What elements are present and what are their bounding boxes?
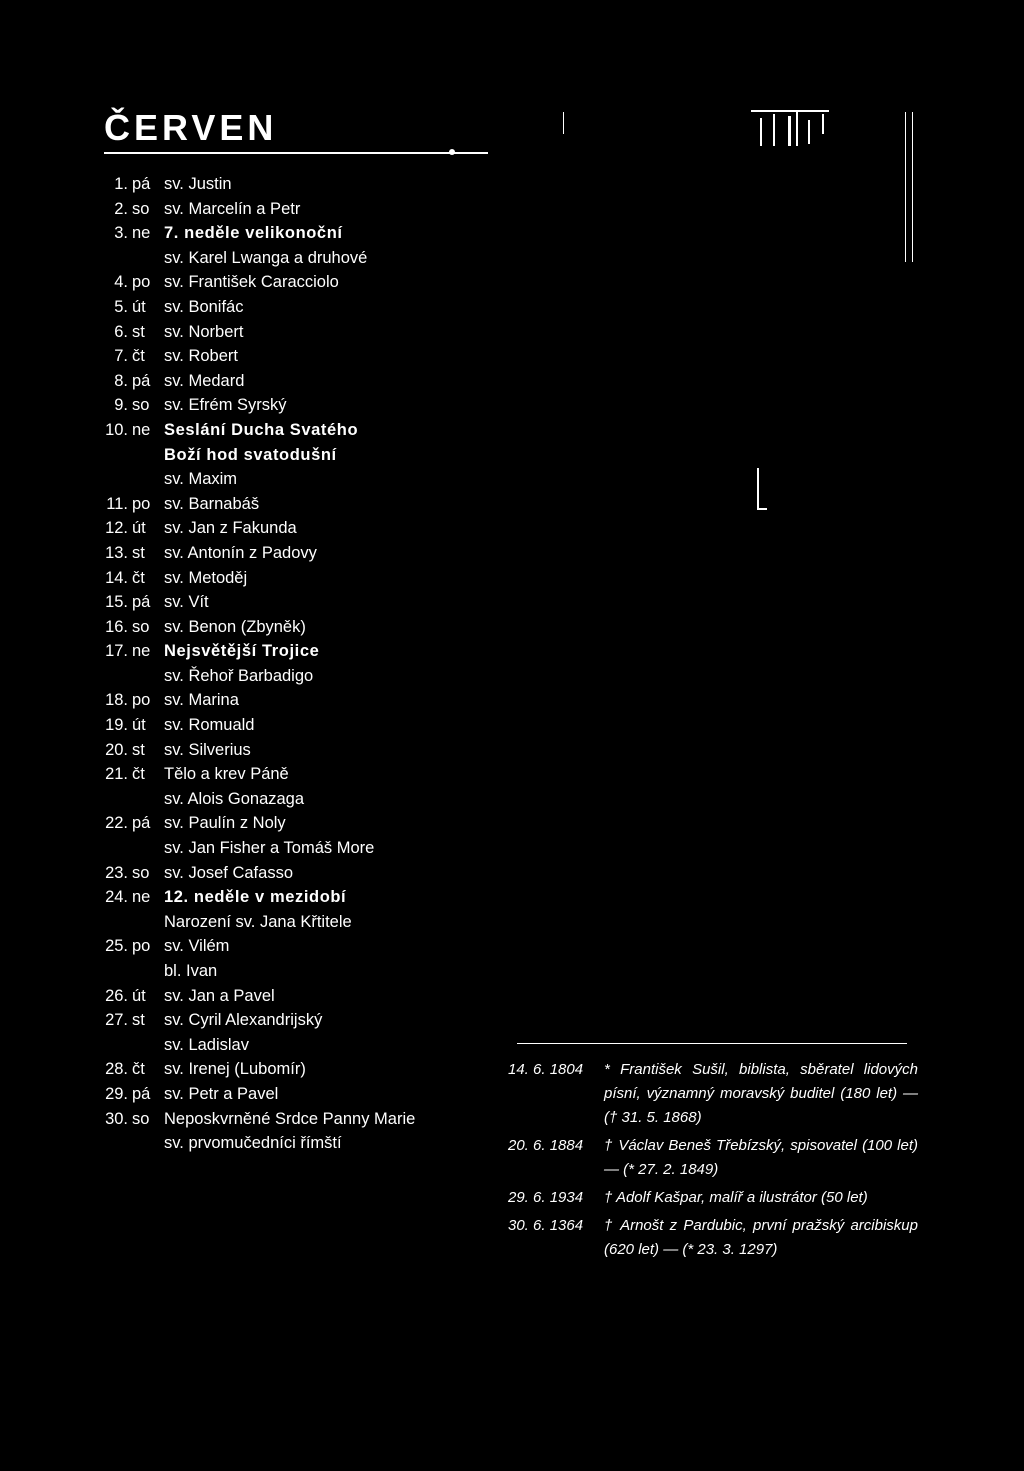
anniversaries-divider: [517, 1043, 907, 1044]
feast-name: sv. Robert: [164, 347, 238, 366]
feast-name: sv. Justin: [164, 175, 232, 193]
feast-name: sv. Řehoř Barbadigo: [164, 666, 314, 685]
calendar-row: [104, 836, 484, 861]
day-of-week: čt: [132, 347, 145, 366]
feast-name: sv. Vít: [164, 593, 209, 612]
calendar-row: [104, 811, 484, 836]
feast-name: sv. Barnabáš: [164, 494, 260, 513]
day-number: 11.: [106, 494, 128, 513]
feast-name: sv. Norbert: [164, 322, 244, 341]
anniversary-text: † Adolf Kašpar, malíř a ilustrátor (50 let): [604, 1189, 868, 1206]
calendar-row: [104, 1131, 484, 1156]
day-number: 29.: [105, 1084, 128, 1103]
calendar-row: [104, 1057, 484, 1082]
day-of-week: ne: [132, 888, 151, 907]
day-number: 2.: [114, 199, 128, 218]
day-number: 8.: [114, 371, 128, 390]
calendar-row: [104, 246, 484, 271]
day-number: 24.: [105, 888, 128, 907]
day-number: 26.: [105, 986, 128, 1005]
feast-name: sv. Bonifác: [164, 297, 244, 316]
calendar-row: [104, 172, 484, 197]
anniversary-item: [508, 1134, 918, 1182]
day-number: 5.: [114, 297, 128, 316]
feast-name: Nejsvětější Trojice: [164, 642, 320, 661]
feast-name: sv. Paulín z Noly: [164, 814, 286, 833]
feast-name: sv. Petr a Pavel: [164, 1084, 279, 1103]
feast-name: sv. Antonín z Padovy: [164, 543, 317, 562]
calendar-row: [104, 566, 484, 591]
feast-name: sv. Medard: [164, 371, 245, 390]
calendar-row: [104, 320, 484, 345]
calendar-row: [104, 664, 484, 689]
feast-name: sv. Irenej (Lubomír): [164, 1060, 306, 1079]
day-number: 3.: [114, 224, 128, 243]
calendar-row: [104, 910, 484, 935]
day-of-week: pá: [132, 814, 151, 833]
day-of-week: st: [132, 543, 145, 562]
calendar-row: [104, 443, 484, 468]
day-number: 21.: [105, 765, 128, 784]
day-number: 27.: [105, 1011, 128, 1030]
calendar-row: [104, 688, 484, 713]
calendar-row: [104, 369, 484, 394]
calendar-row: [104, 738, 484, 763]
day-of-week: so: [132, 863, 150, 882]
feast-name: sv. Cyril Alexandrijský: [164, 1011, 323, 1030]
day-of-week: st: [132, 1011, 145, 1030]
feast-name: sv. Josef Cafasso: [164, 863, 293, 882]
feast-name: sv. Jan a Pavel: [164, 986, 275, 1005]
feast-name: sv. Marcelín a Petr: [164, 199, 301, 218]
day-number: 4.: [114, 273, 128, 292]
page-title: ČERVEN: [104, 107, 278, 148]
anniversary-date: 30. 6. 1364: [508, 1217, 584, 1234]
day-of-week: so: [132, 1109, 150, 1128]
anniversary-text: * František Sušil, biblista, sběratel lidových písní, významný moravský buditel (180 let) — († 31. 5. 1868): [604, 1061, 918, 1126]
feast-name: sv. Jan Fisher a Tomáš More: [164, 839, 375, 858]
day-of-week: ne: [132, 224, 151, 243]
day-number: 12.: [105, 519, 128, 538]
day-number: 22.: [105, 814, 128, 833]
calendar-row: [104, 492, 484, 517]
feast-name: Narození sv. Jana Křtitele: [164, 912, 352, 931]
day-of-week: pá: [132, 175, 151, 193]
feast-name: sv. Alois Gonazaga: [164, 789, 305, 808]
feast-name: Neposkvrněné Srdce Panny Marie: [164, 1109, 416, 1128]
calendar-row: [104, 713, 484, 738]
day-of-week: so: [132, 617, 150, 636]
day-of-week: út: [132, 986, 146, 1005]
feast-name: sv. Romuald: [164, 716, 255, 735]
calendar-row: [104, 516, 484, 541]
feast-name: Tělo a krev Páně: [164, 765, 289, 784]
anniversary-date: 14. 6. 1804: [508, 1061, 584, 1078]
feast-name: sv. Silverius: [164, 740, 251, 759]
day-number: 7.: [114, 347, 128, 366]
title-underline: [104, 152, 488, 154]
calendar-row: [104, 762, 484, 787]
feast-name: sv. Metoděj: [164, 568, 248, 587]
calendar-row: [104, 885, 484, 910]
anniversary-date: 29. 6. 1934: [508, 1189, 584, 1206]
day-number: 19.: [105, 716, 128, 735]
calendar-row: [104, 467, 484, 492]
day-of-week: ne: [132, 642, 151, 661]
feast-name: Boží hod svatodušní: [164, 445, 337, 464]
day-of-week: ne: [132, 420, 151, 439]
calendar-row: [104, 344, 484, 369]
day-number: 9.: [114, 396, 128, 415]
anniversary-text: † Václav Beneš Třebízský, spisovatel (100 let) — (* 27. 2. 1849): [604, 1137, 918, 1178]
feast-name: sv. Efrém Syrský: [164, 396, 287, 415]
day-of-week: st: [132, 740, 145, 759]
feast-name: sv. Vilém: [164, 937, 230, 956]
day-number: 14.: [105, 568, 128, 587]
day-number: 25.: [105, 937, 128, 956]
anniversary-date: 20. 6. 1884: [508, 1137, 584, 1154]
day-number: 18.: [105, 691, 128, 710]
feast-name: bl. Ivan: [164, 962, 218, 980]
day-of-week: út: [132, 716, 146, 735]
feast-name: sv. Ladislav: [164, 1035, 249, 1054]
day-number: 1.: [114, 175, 128, 193]
calendar-row: [104, 959, 484, 984]
calendar-row: [104, 418, 484, 443]
day-number: 23.: [105, 863, 128, 882]
day-number: 10.: [105, 420, 128, 439]
day-number: 13.: [105, 543, 128, 562]
day-number: 15.: [105, 593, 128, 612]
day-of-week: po: [132, 494, 151, 513]
calendar-row: [104, 541, 484, 566]
feast-name: sv. prvomučedníci římští: [164, 1134, 342, 1153]
calendar-row: [104, 295, 484, 320]
calendar-row: [104, 615, 484, 640]
day-number: 16.: [105, 617, 128, 636]
anniversary-item: [508, 1058, 918, 1130]
feast-name: sv. Jan z Fakunda: [164, 519, 297, 538]
feast-name: Seslání Ducha Svatého: [164, 420, 359, 439]
calendar-row: [104, 1033, 484, 1058]
calendar-row: [104, 590, 484, 615]
calendar-row: [104, 393, 484, 418]
feast-name: sv. Maxim: [164, 470, 238, 489]
feast-name: 12. neděle v mezidobí: [164, 888, 347, 907]
feast-name: sv. František Caracciolo: [164, 273, 339, 292]
feast-name: sv. Karel Lwanga a druhové: [164, 248, 368, 267]
calendar-row: [104, 270, 484, 295]
calendar-row: [104, 787, 484, 812]
day-of-week: po: [132, 691, 151, 710]
feast-name: sv. Marina: [164, 691, 239, 710]
calendar-row: [104, 197, 484, 222]
day-number: 20.: [105, 740, 128, 759]
day-of-week: út: [132, 519, 146, 538]
calendar-row: [104, 1082, 484, 1107]
title-dot: [449, 149, 455, 155]
calendar-row: [104, 639, 484, 664]
calendar-row: [104, 1008, 484, 1033]
calendar-row: [104, 934, 484, 959]
day-of-week: po: [132, 273, 151, 292]
day-number: 17.: [105, 642, 128, 661]
day-of-week: st: [132, 322, 145, 341]
day-number: 28.: [105, 1060, 128, 1079]
anniversary-item: [508, 1186, 918, 1210]
day-of-week: čt: [132, 1060, 145, 1079]
day-number: 30.: [105, 1109, 128, 1128]
day-of-week: čt: [132, 765, 145, 784]
anniversary-text: † Arnošt z Pardubic, první pražský arcibiskup (620 let) — (* 23. 3. 1297): [604, 1217, 918, 1258]
feast-name: sv. Benon (Zbyněk): [164, 617, 306, 636]
day-of-week: út: [132, 297, 146, 316]
anniversaries-list: [508, 1058, 918, 1266]
anniversary-item: [508, 1214, 918, 1262]
calendar-row: [104, 1107, 484, 1132]
day-number: 6.: [114, 322, 128, 341]
day-of-week: pá: [132, 1084, 151, 1103]
day-of-week: pá: [132, 371, 151, 390]
feast-name: 7. neděle velikonoční: [164, 224, 343, 243]
calendar-list: [104, 172, 484, 1156]
day-of-week: so: [132, 199, 150, 218]
day-of-week: čt: [132, 568, 145, 587]
day-of-week: so: [132, 396, 150, 415]
calendar-row: [104, 984, 484, 1009]
day-of-week: po: [132, 937, 151, 956]
day-of-week: pá: [132, 593, 151, 612]
calendar-row: [104, 221, 484, 246]
calendar-row: [104, 861, 484, 886]
